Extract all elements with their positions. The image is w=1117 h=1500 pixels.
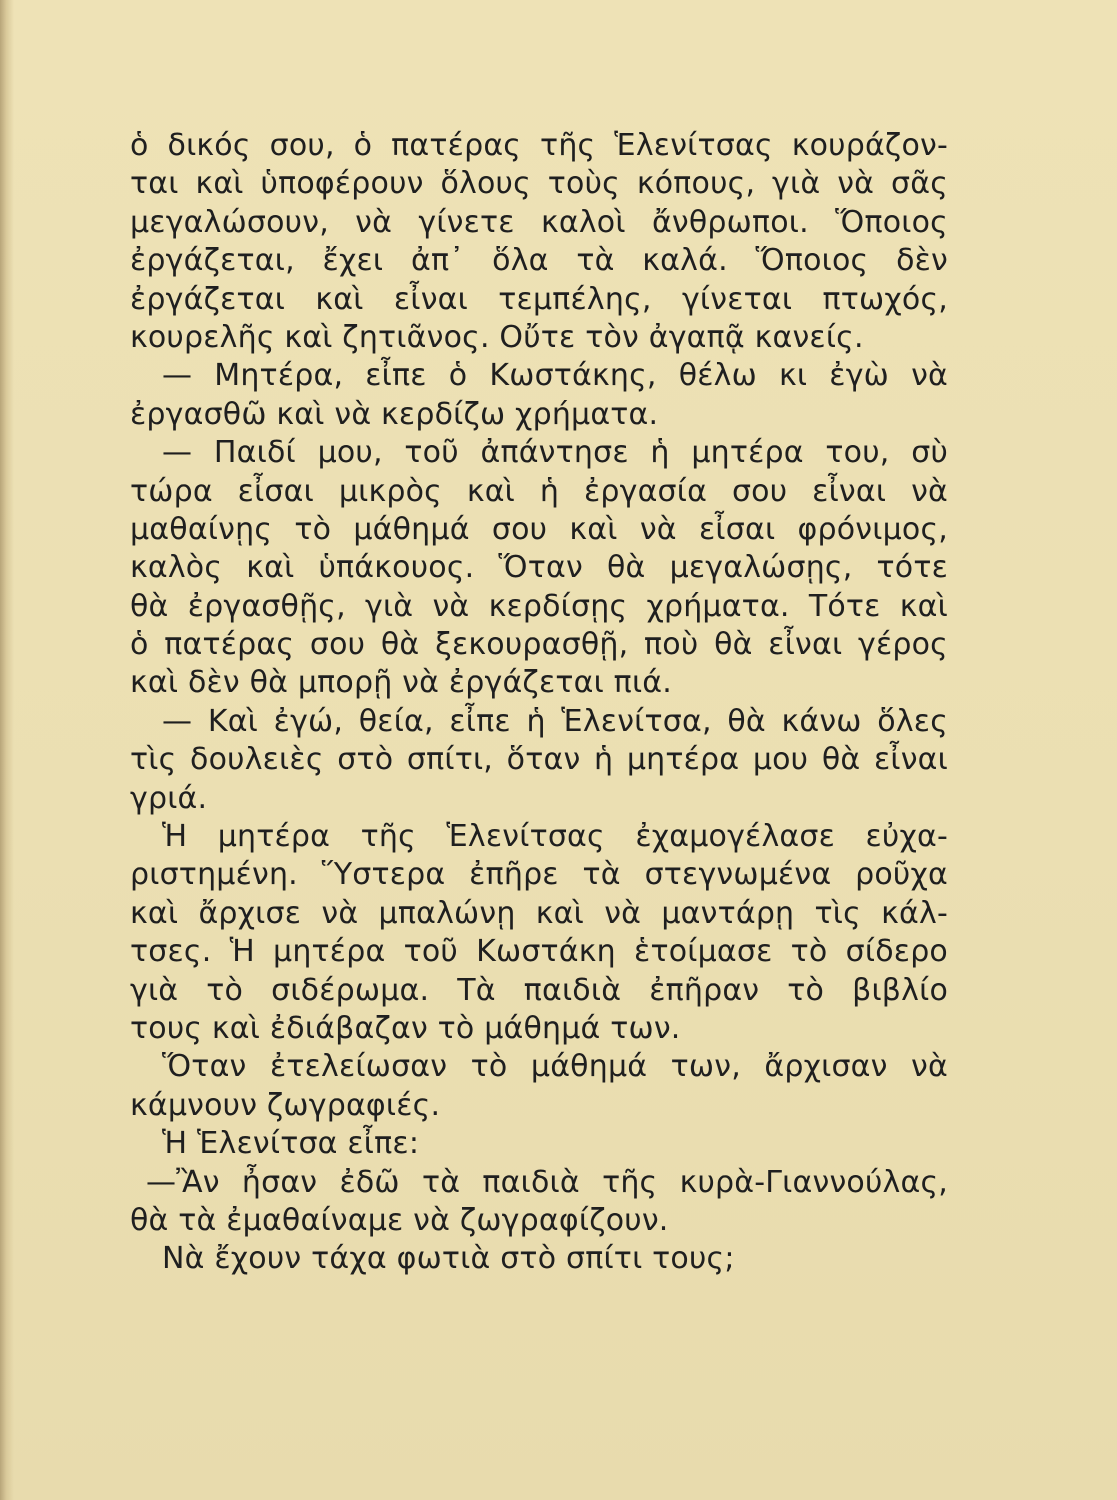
text-line: Ὅταν ἐτελείωσαν τὸ μάθημά των, ἄρχισαν νὰ (162, 1049, 948, 1085)
text-line: κάμνουν ζωγραφιές. (130, 1087, 441, 1123)
text-line: ριστημένη. Ὕστερα ἐπῆρε τὰ στεγνωμένα ροῦχα (130, 857, 948, 893)
text-line: ὁ πατέρας σου θὰ ξεκουρασθῇ, ποὺ θὰ εἶναι γέρος (130, 627, 948, 663)
text-line: — Μητέρα, εἶπε ὁ Κωστάκης, θέλω κι ἐγὼ νὰ (162, 358, 948, 394)
text-line: θὰ τὰ ἐμαθαίναμε νὰ ζωγραφίζουν. (130, 1202, 669, 1238)
text-line: γιὰ τὸ σιδέρωμα. Τὰ παιδιὰ ἐπῆραν τὸ βιβλίο (130, 972, 948, 1008)
text-line: Νὰ ἔχουν τάχα φωτιὰ στὸ σπίτι τους; (162, 1241, 735, 1277)
text-line: ὁ δικός σου, ὁ πατέρας τῆς Ἑλενίτσας κουράζον- (130, 128, 948, 163)
text-line: Ἡ μητέρα τῆς Ἑλενίτσας ἐχαμογέλασε εὐχα- (162, 819, 948, 855)
text-line: —Ἂν ἦσαν ἐδῶ τὰ παιδιὰ τῆς κυρὰ-Γιαννούλας, (146, 1164, 948, 1200)
text-line: καλὸς καὶ ὑπάκουος. Ὅταν θὰ μεγαλώσῃς, τότε (130, 550, 948, 586)
text-line: — Παιδί μου, τοῦ ἀπάντησε ἡ μητέρα του, σὺ (162, 435, 948, 471)
text-line: καὶ δὲν θὰ μπορῇ νὰ ἐργάζεται πιά. (130, 665, 673, 701)
text-line: τὶς δουλειὲς στὸ σπίτι, ὅταν ἡ μητέρα μου θὰ εἶναι (130, 742, 948, 778)
text-line: ται καὶ ὑποφέρουν ὅλους τοὺς κόπους, γιὰ νὰ σᾶς (130, 166, 948, 202)
text-line: ἐργασθῶ καὶ νὰ κερδίζω χρήματα. (130, 396, 659, 432)
text-line: τους καὶ ἐδιάβαζαν τὸ μάθημά των. (130, 1010, 681, 1046)
page-gutter-shadow (0, 0, 14, 1500)
text-line: μεγαλώσουν, νὰ γίνετε καλοὶ ἄνθρωποι. Ὅποιος (130, 204, 948, 240)
text-line: ἐργάζεται, ἔχει ἀπ᾽ ὅλα τὰ καλά. Ὅποιος δὲν (130, 243, 948, 279)
text-line: κουρελῆς καὶ ζητιᾶνος. Οὔτε τὸν ἀγαπᾷ κανείς. (130, 319, 864, 355)
text-line: Ἡ Ἑλενίτσα εἶπε: (162, 1126, 420, 1162)
text-line: τσες. Ἡ μητέρα τοῦ Κωστάκη ἑτοίμασε τὸ σίδερο (130, 934, 948, 970)
text-line: μαθαίνῃς τὸ μάθημά σου καὶ νὰ εἶσαι φρόνιμος, (130, 511, 948, 547)
text-line: γριά. (130, 780, 208, 816)
page-text (130, 127, 948, 1279)
text-line: θὰ ἐργασθῇς, γιὰ νὰ κερδίσῃς χρήματα. Τότε καὶ (130, 588, 948, 624)
text-line: τώρα εἶσαι μικρὸς καὶ ἡ ἐργασία σου εἶναι νὰ (130, 473, 948, 509)
text-line: καὶ ἄρχισε νὰ μπαλώνῃ καὶ νὰ μαντάρῃ τὶς κάλ- (130, 895, 948, 931)
text-line: ἐργάζεται καὶ εἶναι τεμπέλης, γίνεται πτωχός, (130, 281, 948, 317)
text-line: — Καὶ ἐγώ, θεία, εἶπε ἡ Ἑλενίτσα, θὰ κάνω ὅλες (162, 703, 948, 739)
